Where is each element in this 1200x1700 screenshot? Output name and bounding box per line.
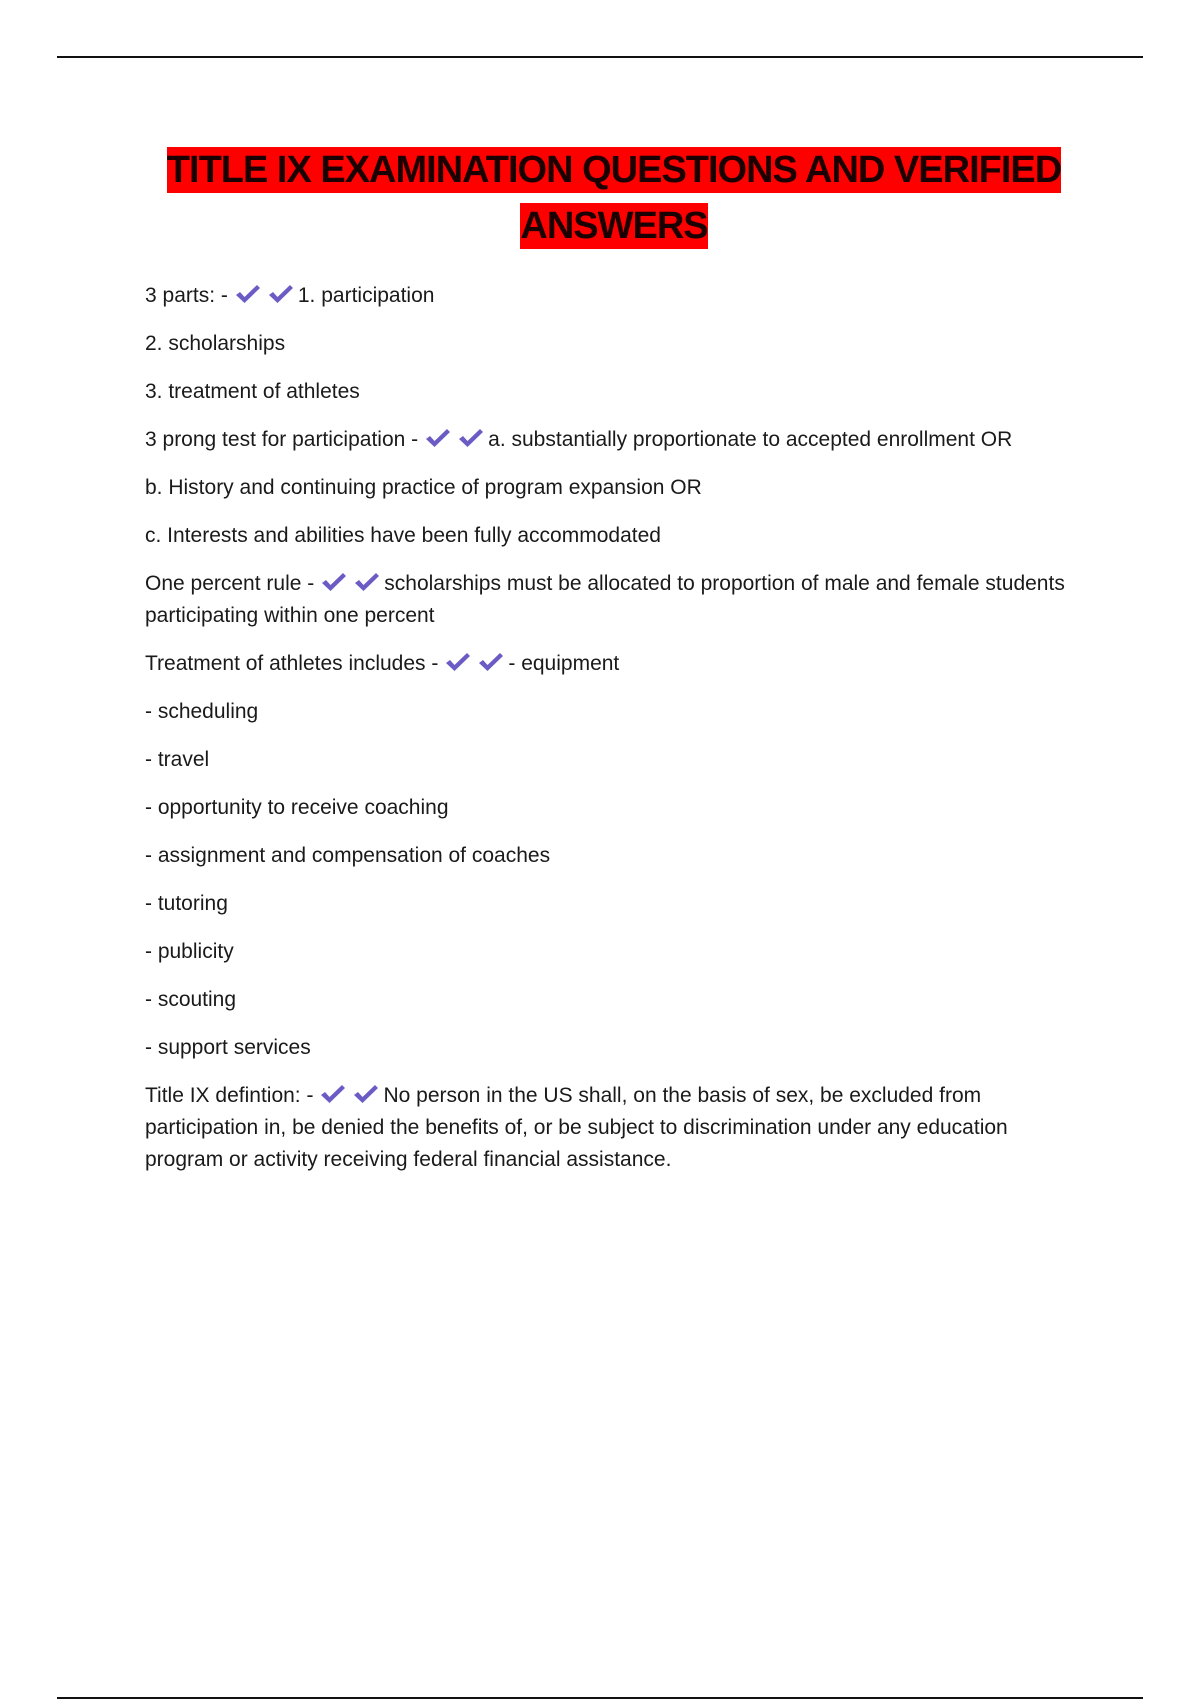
verified-checkmarks	[424, 427, 484, 449]
answer-line: - assignment and compensation of coaches	[145, 844, 551, 867]
answer-line: 2. scholarships	[145, 332, 286, 355]
question-text: Title IX defintion: -	[145, 1084, 314, 1107]
qa-list	[145, 280, 1085, 1192]
answer-line: - travel	[145, 748, 210, 771]
answer-text: a. substantially proportionate to accepted enrollment OR	[488, 428, 1013, 451]
answer-line: - scheduling	[145, 700, 259, 723]
answer-line: - scouting	[145, 988, 237, 1011]
qa-item	[145, 280, 1085, 312]
question-text: 3 prong test for participation -	[145, 428, 419, 451]
checkmark-icon	[267, 283, 294, 305]
checkmark-icon	[319, 1083, 346, 1105]
checkmark-icon	[352, 1083, 379, 1105]
answer-text: No person in the US shall, on the basis of sex, be excluded from participation in, be denied the benefits of, or be subject to discrimination under any education program or activity receiving federal financial assistance.	[145, 1084, 1008, 1171]
checkmark-icon	[234, 283, 261, 305]
top-rule	[57, 56, 1143, 58]
answer-line: b. History and continuing practice of program expansion OR	[145, 476, 702, 499]
checkmark-icon	[424, 427, 451, 449]
checkmark-icon	[320, 571, 347, 593]
checkmark-icon	[477, 651, 504, 673]
qa-item	[145, 568, 1085, 632]
checkmark-icon	[353, 571, 380, 593]
question-text: 3 parts: -	[145, 284, 228, 307]
answer-text: scholarships must be allocated to proportion of male and female students participating within one percent	[145, 572, 1065, 627]
verified-checkmarks	[444, 651, 504, 673]
bottom-rule	[57, 1697, 1143, 1699]
answer-line: c. Interests and abilities have been fully accommodated	[145, 524, 661, 547]
answer-line: - opportunity to receive coaching	[145, 796, 449, 819]
verified-checkmarks	[320, 571, 380, 593]
qa-item	[145, 1080, 1085, 1176]
answer-line: - support services	[145, 1036, 311, 1059]
answer-text: 1. participation	[297, 284, 435, 307]
document-title-text: TITLE IX EXAMINATION QUESTIONS AND VERIFIED ANSWERS	[166, 149, 1062, 247]
qa-item	[145, 424, 1085, 456]
verified-checkmarks	[319, 1083, 379, 1105]
checkmark-icon	[444, 651, 471, 673]
answer-line: - tutoring	[145, 892, 228, 915]
qa-item	[145, 648, 1085, 680]
verified-checkmarks	[234, 283, 294, 305]
answer-line: 3. treatment of athletes	[145, 380, 360, 403]
question-text: Treatment of athletes includes -	[145, 652, 439, 675]
answer-text: - equipment	[508, 652, 620, 675]
question-text: One percent rule -	[145, 572, 315, 595]
document-title	[145, 142, 1083, 254]
checkmark-icon	[457, 427, 484, 449]
answer-line: - publicity	[145, 940, 234, 963]
